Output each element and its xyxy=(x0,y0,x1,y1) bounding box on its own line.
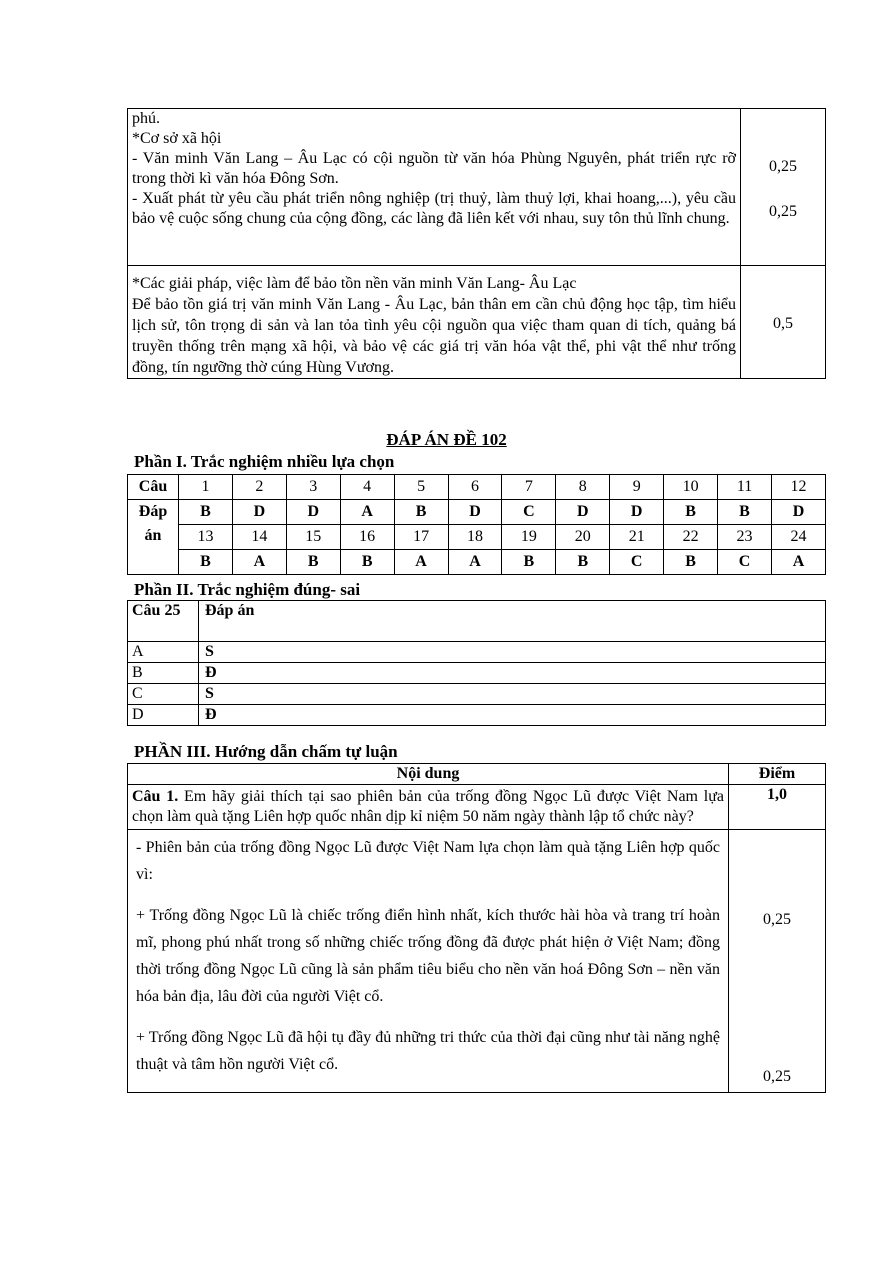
answer: D xyxy=(232,500,286,525)
score-value: 0,25 xyxy=(763,911,791,928)
answer: B xyxy=(179,500,233,525)
table-row xyxy=(128,550,826,575)
question-number: 7 xyxy=(502,475,556,500)
header-cell: Câu 25 xyxy=(128,601,199,642)
table-row xyxy=(128,475,826,500)
answer: D xyxy=(771,500,825,525)
text-line: *Cơ sở xã hội xyxy=(132,130,222,147)
table-row xyxy=(128,705,826,726)
question-number: 11 xyxy=(718,475,772,500)
section-title: ĐÁP ÁN ĐỀ 102 xyxy=(386,430,507,449)
score-cell xyxy=(741,266,826,379)
answer: C xyxy=(718,550,772,575)
question-number: 15 xyxy=(286,525,340,550)
table-row xyxy=(128,830,826,1093)
header-cell: Điểm xyxy=(729,764,826,785)
dapan-label-line: án xyxy=(144,527,162,544)
answer: A xyxy=(232,550,286,575)
text-line: *Các giải pháp, việc làm để bảo tồn nền văn minh Văn Lang- Âu Lạc xyxy=(132,275,577,292)
question-number: 22 xyxy=(664,525,718,550)
part1-heading: Phần I. Trắc nghiệm nhiều lựa chọn xyxy=(134,452,395,471)
option-answer: Đ xyxy=(199,663,826,684)
question-number: 14 xyxy=(232,525,286,550)
answer: A xyxy=(448,550,502,575)
question-number: 19 xyxy=(502,525,556,550)
question-number: 6 xyxy=(448,475,502,500)
answer: B xyxy=(286,550,340,575)
cau-label: Câu xyxy=(128,475,179,500)
text-line: - Xuất phát từ yêu cầu phát triển nông nghiệp (trị thuỷ, làm thuỷ lợi, khai hoang,...), yêu cầu bảo vệ cuộc sống chung của cộng đồng, các làng đã liên kết với nhau, suy tôn thủ lĩnh chung. xyxy=(132,190,736,227)
dapan-label xyxy=(128,500,179,575)
answer: B xyxy=(179,550,233,575)
content-cell xyxy=(128,109,741,266)
answer: B xyxy=(664,500,718,525)
answer: D xyxy=(448,500,502,525)
question-number: 9 xyxy=(610,475,664,500)
option-label: B xyxy=(128,663,199,684)
score-value: 0,5 xyxy=(773,315,793,332)
option-label: D xyxy=(128,705,199,726)
question-number: 21 xyxy=(610,525,664,550)
table-row xyxy=(128,684,826,705)
score-value: 0,25 xyxy=(769,158,797,175)
question-number: 13 xyxy=(179,525,233,550)
answer: C xyxy=(610,550,664,575)
answer-paragraph: + Trống đồng Ngọc Lũ đã hội tụ đầy đủ những tri thức của thời đại cũng như tài năng nghệ thuật và tâm hồn người Việt cổ. xyxy=(136,1029,720,1073)
option-answer: S xyxy=(199,684,826,705)
score-value: 0,25 xyxy=(769,203,797,220)
question-number: 23 xyxy=(718,525,772,550)
question-number: 24 xyxy=(771,525,825,550)
score-value: 0,25 xyxy=(763,1068,791,1085)
table-row xyxy=(128,663,826,684)
question-cell xyxy=(128,785,729,830)
option-label: C xyxy=(128,684,199,705)
answer-cell xyxy=(128,830,729,1093)
true-false-table xyxy=(127,600,826,726)
text-line: phú. xyxy=(132,110,160,127)
answer: B xyxy=(394,500,448,525)
option-answer: Đ xyxy=(199,705,826,726)
text-line: - Văn minh Văn Lang – Âu Lạc có cội nguồn từ văn hóa Phùng Nguyên, phát triển rực rỡ trong thời kì văn hóa Đông Sơn. xyxy=(132,150,736,187)
question-text: Em hãy giải thích tại sao phiên bản của trống đồng Ngọc Lũ được Việt Nam lựa chọn làm quà tặng Liên hợp quốc nhân dịp kỉ niệm 50 năm ngày thành lập tổ chức này? xyxy=(132,788,725,825)
question-number: 18 xyxy=(448,525,502,550)
part3-heading: PHẦN III. Hướng dẫn chấm tự luận xyxy=(134,742,398,761)
answer: D xyxy=(286,500,340,525)
dapan-label-line: Đáp xyxy=(138,503,168,520)
text-line: Để bảo tồn giá trị văn minh Văn Lang - Âu Lạc, bản thân em cần chủ động học tập, tìm hiểu lịch sử, tôn trọng di sản và lan tỏa tình yêu cội nguồn qua việc tham quan di tích, quảng bá truyền thống trên mạng xã hội, và bảo vệ các giá trị văn hóa vật thể, phi vật thể như trống đồng, tín ngưỡng thờ cúng Hùng Vương. xyxy=(132,296,736,376)
table-row xyxy=(128,525,826,550)
score-value: 1,0 xyxy=(729,785,826,830)
part2-heading: Phần II. Trắc nghiệm đúng- sai xyxy=(134,580,361,599)
answer: D xyxy=(556,500,610,525)
question-number: 12 xyxy=(771,475,825,500)
header-cell: Nội dung xyxy=(128,764,729,785)
table-row xyxy=(128,109,826,266)
score-cell xyxy=(729,830,826,1093)
table-row xyxy=(128,266,826,379)
answer-paragraph: - Phiên bản của trống đồng Ngọc Lũ được Việt Nam lựa chọn làm quà tặng Liên hợp quốc vì: xyxy=(136,839,720,883)
question-label: Câu 1. xyxy=(132,788,179,805)
score-cell xyxy=(741,109,826,266)
answer-paragraph: + Trống đồng Ngọc Lũ là chiếc trống điển hình nhất, kích thước hài hòa và trang trí hoàn mĩ, phong phú nhất trong số những chiếc trống đồng đã được phát hiện ở Việt Nam; đồng thời trống đồng Ngọc Lũ cũng là sản phẩm tiêu biểu cho nền văn hoá Đông Sơn – nền văn hóa bản địa, lâu đời của người Việt cổ. xyxy=(136,907,720,1005)
question-number: 2 xyxy=(232,475,286,500)
table-row xyxy=(128,642,826,663)
answer: D xyxy=(610,500,664,525)
top-answer-table xyxy=(127,108,826,379)
option-label: A xyxy=(128,642,199,663)
essay-grading-table xyxy=(127,763,826,1093)
answer: A xyxy=(771,550,825,575)
answer: C xyxy=(502,500,556,525)
table-row xyxy=(128,500,826,525)
question-number: 4 xyxy=(340,475,394,500)
question-number: 8 xyxy=(556,475,610,500)
multiple-choice-table xyxy=(127,474,826,575)
option-answer: S xyxy=(199,642,826,663)
question-number: 17 xyxy=(394,525,448,550)
question-number: 1 xyxy=(179,475,233,500)
table-row xyxy=(128,785,826,830)
table-row xyxy=(128,601,826,642)
question-number: 16 xyxy=(340,525,394,550)
answer: B xyxy=(556,550,610,575)
answer: B xyxy=(502,550,556,575)
answer: A xyxy=(340,500,394,525)
answer: A xyxy=(394,550,448,575)
table-row xyxy=(128,764,826,785)
content-cell xyxy=(128,266,741,379)
answer: B xyxy=(340,550,394,575)
header-cell: Đáp án xyxy=(199,601,826,642)
question-number: 5 xyxy=(394,475,448,500)
answer: B xyxy=(718,500,772,525)
answer: B xyxy=(664,550,718,575)
question-number: 10 xyxy=(664,475,718,500)
question-number: 3 xyxy=(286,475,340,500)
question-number: 20 xyxy=(556,525,610,550)
